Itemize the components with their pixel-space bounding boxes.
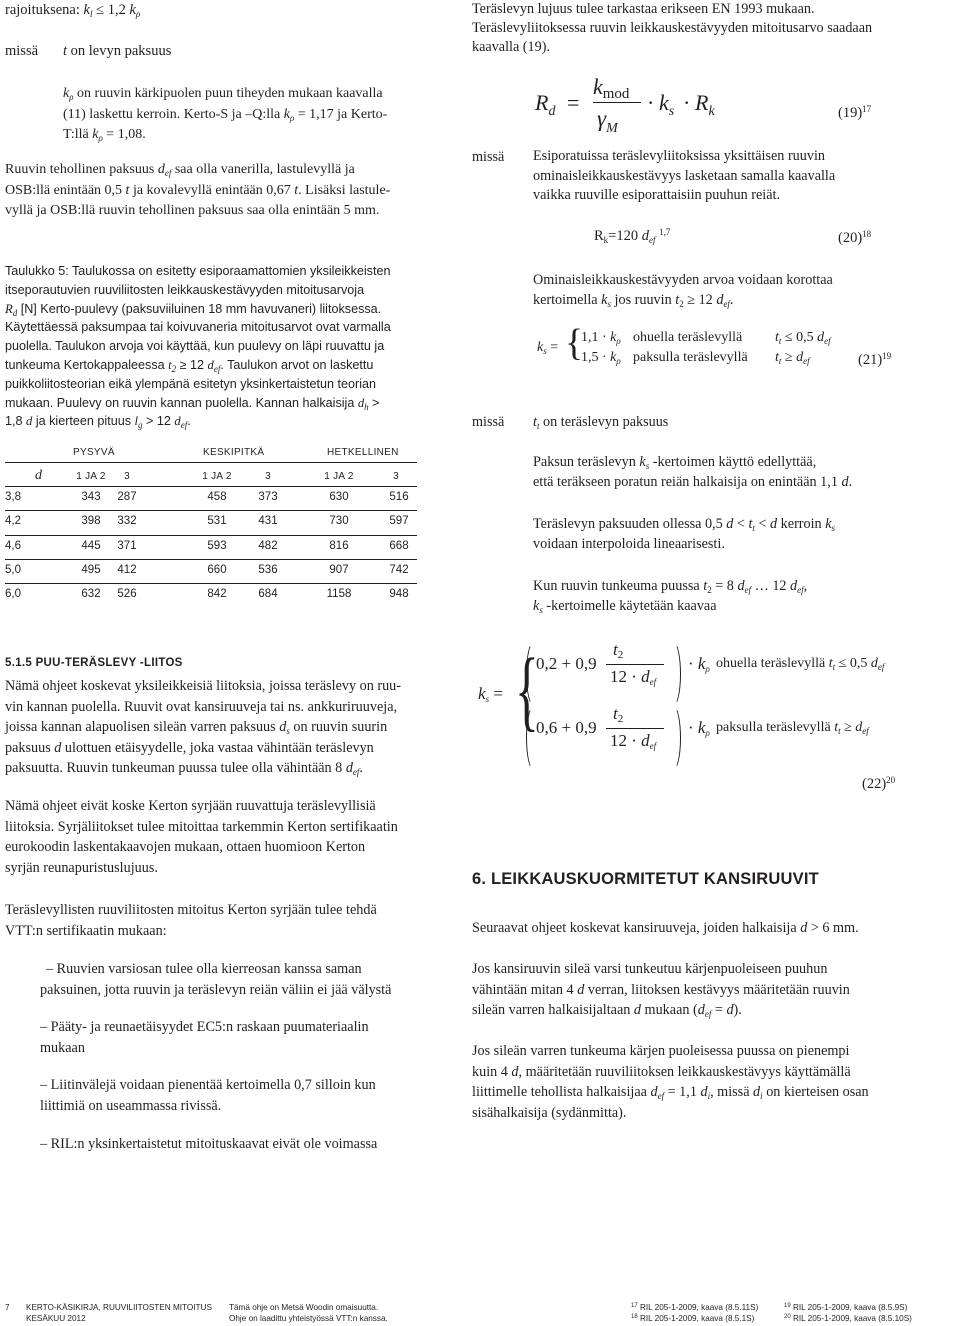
preboring-paragraph: Esiporatuissa teräslevyliitoksissa yksittäisen ruuvin ominaisleikkauskestävyys lasketaan samalla kaavalla vaikka ruuville esiporattaisiin puuhun reiät. <box>533 148 836 203</box>
thick-plate-paragraph: Paksun teräslevyn $k_s$ -kertoimen käyttö edellyttää, että teräkseen poratun reiän halkaisija on enintään 1,1 d. <box>533 454 853 490</box>
intro-paragraph: Teräslevyn lujuus tulee tarkastaa erikseen EN 1993 mukaan. Teräslevyliitoksessa ruuvin leikkauskestävyyden mitoitusarvo saadaan kaavalla (19). <box>472 1 873 55</box>
equation-19: $R_d$ = $k_{mod}$ $\gamma_M$ · $k_s$ · $R_k$ <box>535 74 715 136</box>
table-cell: 431 <box>258 515 278 528</box>
equation-20: $R_k=120$ $d_{ef}$ $^{1,7}$ <box>594 227 671 245</box>
penetration-paragraph: Kun ruuvin tunkeuma puussa $t_2 = 8$ $d_{ef}$ … 12 $d_{ef}$, $k_s$ -kertoimelle käytetään kaavaa <box>533 578 808 615</box>
subheader: 1 JA 2 <box>202 471 232 482</box>
table-cell: 445 <box>81 539 101 552</box>
table-cell: 742 <box>389 563 409 576</box>
table-cell: 458 <box>207 491 227 503</box>
row-diameter-cell: 3,8 <box>5 491 21 503</box>
subheader: 1 JA 2 <box>324 471 354 482</box>
section-6-para-1: Seuraavat ohjeet koskevat kansiruuveja, joiden halkaisija d > 6 mm. <box>472 920 859 936</box>
table-cell: 630 <box>329 491 349 503</box>
table-cell: 842 <box>207 588 227 601</box>
bullet-list: – Ruuvien varsiosan tulee olla kierreosan kanssa saman paksuinen, jotta ruuvin ja teräslevyn reiän väliin ei jää välystä – Pääty- ja reunaetäisyydet EC5:n raskaan puumateriaalin mukaan – Liitinvälejä voidaan pienentää kertoimella 0,7 silloin kun liittimiä on useammassa rivissä. – RIL:n yksinkertaistetut mitoituskaavat eivät ole voimassa <box>40 959 450 1154</box>
subheader: 3 <box>393 471 399 482</box>
missa-label: missä <box>472 414 505 430</box>
list-item: – Ruuvien varsiosan tulee olla kierreosan kanssa saman <box>46 961 362 977</box>
list-item: – Pääty- ja reunaetäisyydet EC5:n raskaan puumateriaalin <box>40 1019 369 1036</box>
table-cell: 373 <box>258 491 278 503</box>
table-cell: 343 <box>81 491 101 503</box>
table-cell: 516 <box>389 491 409 503</box>
table-cell: 948 <box>389 588 409 601</box>
footer-title: KERTO-KÄSIKIRJA, RUUVILIITOSTEN MITOITUS KESÄKUU 2012 <box>26 1303 212 1323</box>
eq21-number: $(21)^{19}$ <box>858 351 892 368</box>
section-6-para-3: Jos sileän varren tunkeuma kärjen puoleisessa puussa on pienempi kuin 4 d, määritetään ruuviliitoksen leikkauskestävyys käyttämällä liittimelle tehollista halkaisijaa $d_{ef} = 1,1$ $d_i$, missä $d_i$ on kierteisen osan sisähalkaisija (sydänmitta). <box>472 1043 869 1121</box>
row-diameter-cell: 4,2 <box>5 515 21 528</box>
list-item: – RIL:n yksinkertaistetut mitoituskaavat eivät ole voimassa <box>40 1135 378 1152</box>
eq22-number: $(22)^{20}$ <box>862 775 896 792</box>
table-cell: 482 <box>258 539 278 552</box>
d-column-header: d <box>35 468 43 483</box>
table-cell: 907 <box>329 563 349 576</box>
table-cell: 668 <box>389 539 409 552</box>
table-cell: 531 <box>207 515 227 528</box>
interpolation-paragraph: Teräslevyn paksuuden ollessa 0,5 $d < t_t < d$ kerroin $k_s$ voidaan interpoloida lineaarisesti. <box>533 516 836 552</box>
table-cell: 536 <box>258 563 278 576</box>
table-cell: 1158 <box>326 588 352 601</box>
section-heading-6: 6. LEIKKAUSKUORMITETUT KANSIRUUVIT <box>472 870 819 888</box>
row-diameter-cell: 5,0 <box>5 563 21 576</box>
table-cell: 730 <box>329 515 349 528</box>
footer-note: Tämä ohje on Metsä Woodin omaisuutta. Ohje on laadittu yhteistyössä VTT:n kanssa. <box>229 1303 388 1323</box>
subheader: 3 <box>124 471 130 482</box>
table-cell: 593 <box>207 539 227 552</box>
equation-21: $k_s$ = { $1,1 \cdot k_\rho$ ohuella teräslevyllä $t_t \le 0,5$ $d_{ef}$ $1,5 \cdot k_\rho$ paksulla teräslevyllä $t_t \ge d_{ef}$ <box>537 322 831 366</box>
table-cell: 371 <box>117 539 137 552</box>
table-caption: Taulukko 5: Taulukossa on esitetty esiporaamattomien yksileikkeisten itseporautuvien ruuviliitosten leikkauskestävyyden mitoitusarvoja $R_d$ [N] Kerto-puulevy (paksuviiluinen 18 mm havuvaneri) liitoksessa. Käytettäessä paksumpaa tai koivuvaneria mitoitusarvot ovat varmalla puolella. Taulukon arvoja voi käyttää, kun puulevy on läpi ruuvattu ja tunkeuma Kertokappaleessa $t_2 \ge 12$ $d_{ef}$. Taulukon arvot on laskettu puikkoliitosteorian eikä ylempänä esitetyn yksinkertaistetun teorian mukaan. Puulevy on ruuvin kannan puolella. Kannan halkaisija $d_h$ > 1,8 d ja kierteen pituus $l_g > 12$ $d_{ef}$. <box>5 264 391 431</box>
group-header-hetkellinen: HETKELLINEN <box>327 447 399 458</box>
section-6-para-2: Jos kansiruuvin sileä varsi tunkeutuu kärjenpuoleiseen puuhun vähintään mitan 4 d verran, liitoksen kestävyys määritetään ruuvin sileän varren halkaisijaltaan d mukaan $(d_{ef} = d)$. <box>472 961 850 1019</box>
table-cell: 287 <box>117 491 137 503</box>
table-cell: 684 <box>258 588 278 601</box>
table-cell: 495 <box>81 563 101 576</box>
table-row <box>5 535 417 560</box>
list-item: – Liitinvälejä voidaan pienentää kertoimella 0,7 silloin kun <box>40 1077 376 1094</box>
footnotes-right: $^{19}$ RIL 205-1-2009, kaava (8.5.9S) $^{20}$ RIL 205-1-2009, kaava (8.5.10S) <box>784 1303 912 1323</box>
table-row <box>5 583 417 608</box>
subheader: 3 <box>265 471 271 482</box>
missa-label: missä <box>472 149 505 165</box>
section-515-para-1: Nämä ohjeet koskevat yksileikkeisiä liitoksia, joissa teräslevy on ruu- vin kannan puolella. Ruuvit ovat kansiruuveja tai ns. ankkuriruuveja, joissa kannan alapuolisen sileän varren paksuus $d_s$ on ruuvin suurin paksuus d ulottuen etäisyydelle, joka vastaa vähintään teräslevyn paksuutta. Ruuvin tunkeuman puussa tulee olla vähintään 8 $d_{ef}$. <box>5 678 401 778</box>
section-515-para-2: Nämä ohjeet eivät koske Kerton syrjään ruuvattuja teräslevyllisiä liitoksia. Syrjäliitokset tulee mitoittaa tarkemmin Kerton sertifikaatin eurokoodin laskentakaavojen mukaan, ottaen huomioon Kerton syrjän reunapuristuslujuus. <box>5 798 398 876</box>
effective-thickness-paragraph: Ruuvin tehollinen paksuus $d_{ef}$ saa olla vanerilla, lastulevyllä ja OSB:llä enintään 0,5 t ja kovalevyllä enintään 0,67 t. Lisäksi lastule- vyllä ja OSB:llä ruuvin tehollinen paksuus saa olla enintään 5 mm. <box>5 162 391 218</box>
table-cell: 660 <box>207 563 227 576</box>
section-heading-515: 5.1.5 PUU-TERÄSLEVY -LIITOS <box>5 657 183 669</box>
eq20-number: $(20)^{18}$ <box>838 229 872 246</box>
table-row <box>5 510 417 535</box>
footnotes-left: $^{17}$ RIL 205-1-2009, kaava (8.5.11S) $^{18}$ RIL 205-1-2009, kaava (8.5.1S) <box>631 1303 759 1323</box>
table-cell: 332 <box>117 515 137 528</box>
capacity-table <box>5 440 417 612</box>
eq19-number: $(19)^{17}$ <box>838 104 872 121</box>
row-diameter-cell: 6,0 <box>5 588 21 601</box>
section-515-para-3: Teräslevyllisten ruuviliitosten mitoitus Kerton syrjään tulee tehdä VTT:n sertifikaatin mukaan: <box>5 902 377 939</box>
table-cell: 632 <box>81 588 101 601</box>
krho-paragraph: $k_\rho$ on ruuvin kärkipuolen puun tiheyden mukaan kaavalla (11) laskettu kerroin. Kerto-S ja –Q:lla $k_\rho = 1,17$ ja Kerto- T:llä $k_\rho = 1,08$. <box>63 86 388 143</box>
table-row <box>5 559 417 584</box>
table-cell: 398 <box>81 515 101 528</box>
tt-definition: $t_t$ on teräslevyn paksuus <box>533 414 669 431</box>
table-cell: 412 <box>117 563 137 576</box>
subheader: 1 JA 2 <box>76 471 106 482</box>
restriction-block: rajoituksena: $k_l \le 1,2$ $k_\rho$ missä t on levyn paksuus <box>5 2 172 59</box>
group-header-keskipitka: KESKIPITKÄ <box>203 447 265 458</box>
table-cell: 526 <box>117 588 137 601</box>
group-header-pysyva: PYSYVÄ <box>73 447 115 458</box>
equation-22: $k_s$ = { 0,2 + 0,9 $t_2$ $12 \cdot d_{ef}$ · $k_\rho$ ohuella teräslevyllä $t_t \le 0,5$ $d_{ef}$ 0,6 + 0,9 $t_2$ $12 \cdot d_{ef}$ · $k_\rho$ paksulla teräslevyllä $t_t \ge d_{ef}$ <box>478 634 948 794</box>
table-cell: 597 <box>389 515 409 528</box>
characteristic-paragraph: Ominaisleikkauskestävyyden arvoa voidaan korottaa kertoimella $k_s$ jos ruuvin $t_2 \ge 12$ $d_{ef}$. <box>533 272 833 309</box>
table-cell: 816 <box>329 539 349 552</box>
table-row <box>5 486 417 511</box>
page-number: 7 <box>5 1303 10 1312</box>
row-diameter-cell: 4,6 <box>5 539 21 552</box>
